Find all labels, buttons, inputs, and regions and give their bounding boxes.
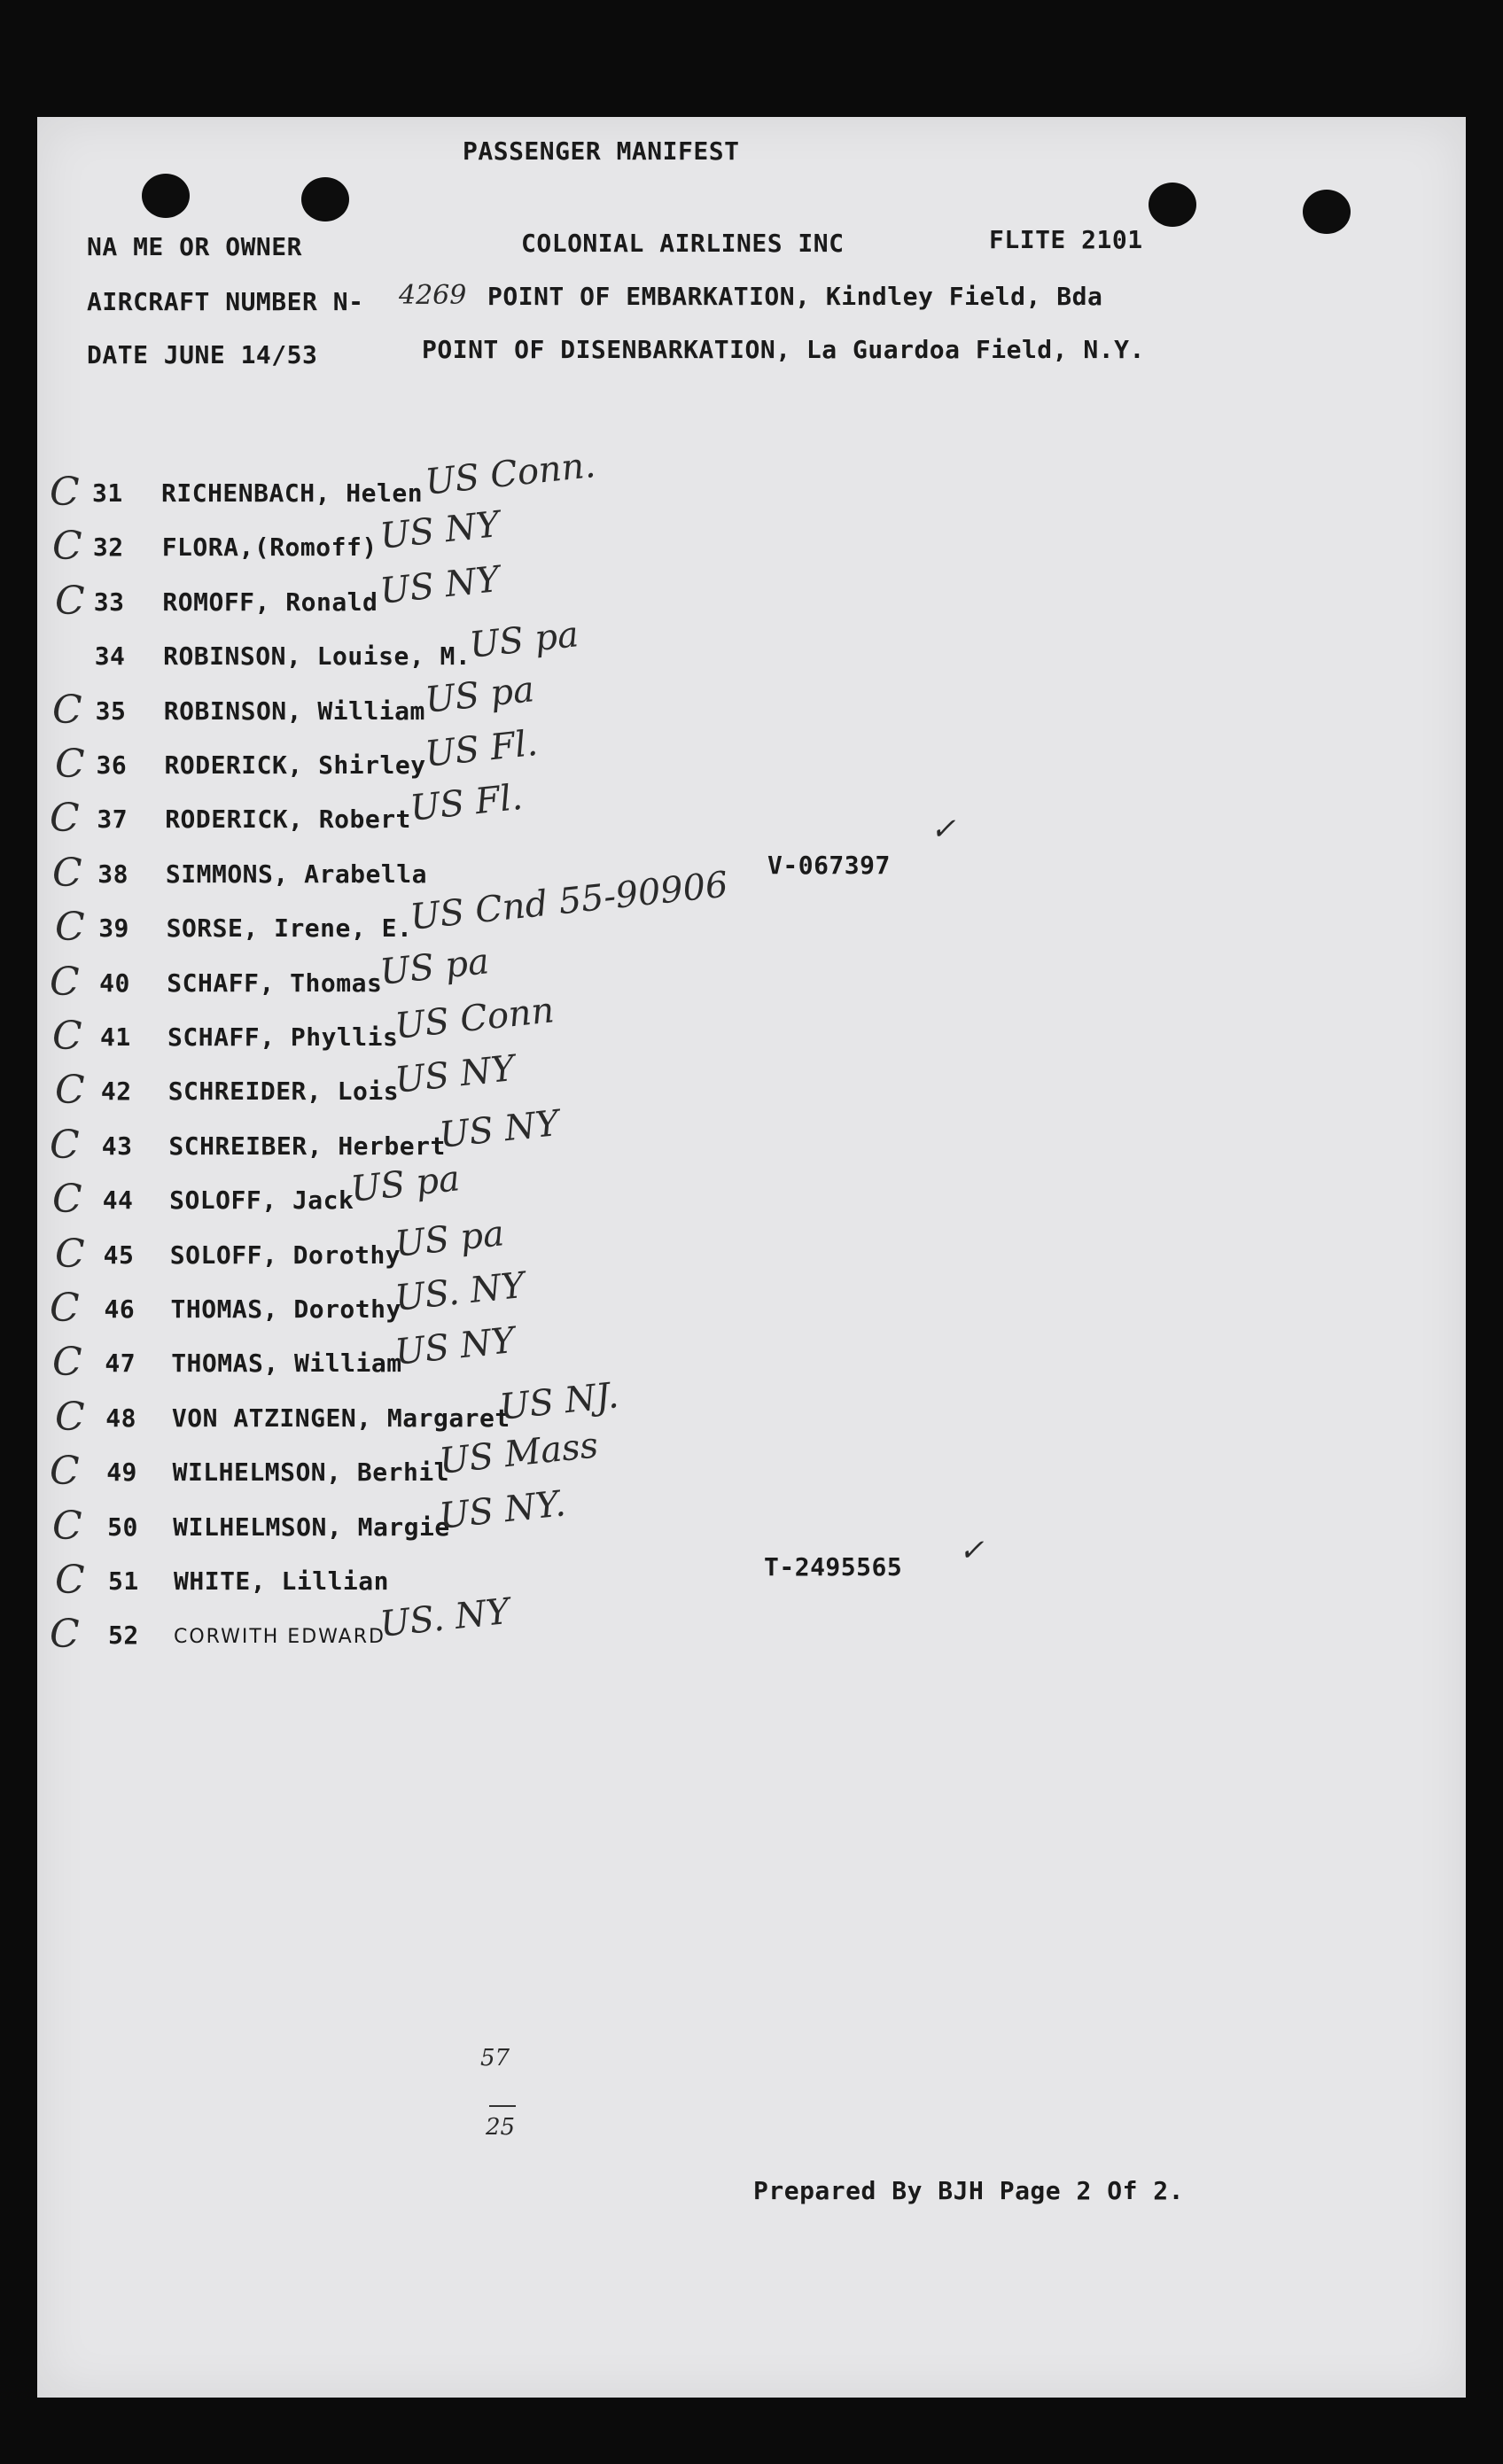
passenger-note-handwritten: US NY [378,558,502,612]
embarkation-point: POINT OF EMBARKATION, Kindley Field, Bda [487,282,1103,311]
passenger-name: THOMAS, William [171,1349,402,1379]
passenger-row [37,1158,1466,1239]
passport-id-simmons: V-067397 [767,851,891,880]
passenger-name: RODERICK, Shirley [164,750,426,780]
passenger-row [37,614,1466,695]
passenger-number: 52 [108,1621,139,1651]
checkmark-icon: C [52,687,82,733]
passenger-note-handwritten: US pa [348,1158,462,1211]
passenger-note-handwritten: US NY [393,1320,517,1374]
passenger-note-handwritten: US pa [423,668,536,721]
passenger-name: SIMMONS, Arabella [165,859,427,889]
checkmark-icon: C [55,1394,85,1440]
passenger-number: 36 [96,750,128,780]
punch-hole-right-2 [1303,190,1351,234]
passenger-row [37,1320,1466,1402]
airline-name: COLONIAL AIRLINES INC [521,229,845,258]
checkmark-icon: C [52,1014,82,1059]
tally-divider [489,2105,516,2107]
checkmark-icon: C [50,1612,80,1658]
passenger-note-handwritten: US Conn [393,990,557,1047]
tally-top: 57 [480,2045,510,2071]
passenger-name: SCHAFF, Thomas [167,968,383,998]
passenger-number: 40 [99,968,130,998]
passenger-name: SCHREIBER, Herbert [168,1131,446,1161]
checkmark-icon: C [52,1340,82,1386]
checkmark-icon: C [52,1177,82,1223]
passenger-number: 41 [100,1022,131,1052]
passenger-row [37,1482,1466,1566]
passenger-number: 49 [106,1457,137,1488]
passenger-row [37,1212,1466,1294]
passenger-row [37,990,1466,1076]
passenger-name: ROMOFF, Ronald [162,587,378,617]
passenger-name: WILHELMSON, Berhil [172,1457,450,1488]
passenger-number: 34 [94,641,126,672]
manifest-page [37,117,1466,2398]
passenger-row [37,777,1466,858]
aircraft-number-handwritten: 4269 [399,280,467,311]
passenger-row [37,504,1466,586]
aircraft-number-label: AIRCRAFT NUMBER N- [87,287,364,316]
passenger-note-handwritten: US pa [467,614,581,667]
passenger-number: 45 [103,1240,135,1270]
passenger-note-handwritten: US Fl. [408,777,525,830]
passenger-number: 46 [104,1294,136,1324]
passenger-name: VON ATZINGEN, Margaret [171,1403,510,1433]
passenger-name: WHITE, Lillian [174,1566,390,1596]
checkmark-icon: C [52,850,82,896]
manifest-title: PASSENGER MANIFEST [463,136,740,166]
passenger-name: CORWITH EDWARD [174,1626,385,1649]
passenger-number: 38 [97,859,129,889]
passenger-number: 43 [101,1131,133,1161]
checkmark-icon: C [55,578,85,624]
checkmark-icon: C [50,1286,80,1331]
passenger-note-handwritten: US NY [393,1048,517,1102]
name-or-owner-label: NA ME OR OWNER [87,232,303,261]
passenger-number: 39 [98,913,129,944]
passenger-note-handwritten: US Fl. [423,722,540,775]
passenger-row [37,558,1466,641]
tally-bottom: 25 [486,2114,516,2141]
passenger-row [37,1264,1466,1348]
passenger-row [37,668,1466,750]
passenger-row [37,1425,1466,1511]
passenger-number: 31 [92,478,123,508]
passenger-note-handwritten: US Conn. [423,444,597,503]
checkmark-icon: C [55,1231,85,1277]
prepared-by-footer: Prepared By BJH Page 2 Of 2. [753,2176,1185,2205]
passenger-row [37,444,1466,532]
passenger-note-handwritten: US pa [378,940,492,993]
checkmark-icon: C [50,959,80,1005]
manifest-date: DATE JUNE 14/53 [87,340,318,369]
passenger-number: 48 [105,1403,137,1433]
passenger-row [37,1102,1466,1185]
passenger-number: 50 [107,1512,138,1542]
checkmark-icon: C [50,470,80,515]
passenger-number: 47 [105,1349,136,1379]
punch-hole-right-1 [1149,183,1196,227]
passenger-row [37,1374,1466,1457]
passenger-row [37,722,1466,804]
checkmark-icon: C [50,1122,80,1168]
passenger-number: 35 [95,696,127,726]
passenger-number: 51 [108,1566,139,1596]
passenger-note-handwritten: US. NY [378,1591,512,1646]
passenger-name: ROBINSON, William [163,696,425,726]
passenger-name: THOMAS, Dorothy [170,1294,401,1324]
passport-id-white: T-2495565 [764,1552,903,1582]
passenger-row [37,850,1466,913]
checkmark-icon: ✓ [931,812,956,847]
passenger-number: 44 [102,1185,134,1216]
passenger-row [37,1558,1466,1620]
checkmark-icon: C [55,1558,85,1603]
checkmark-icon: C [55,905,85,951]
passenger-name: ROBINSON, Louise, M. [163,641,471,672]
passenger-note-handwritten: US NY. [437,1482,568,1537]
passenger-name: RICHENBACH, Helen [161,478,424,508]
passenger-name: SCHREIDER, Lois [167,1077,400,1107]
checkmark-icon: ✓ [959,1533,985,1568]
punch-hole-left-1 [142,174,190,218]
passenger-row [37,940,1466,1022]
checkmark-icon: C [55,742,85,787]
passenger-row [37,1048,1466,1130]
passenger-number: 42 [100,1077,132,1107]
passenger-note-handwritten: US NJ. [497,1374,620,1428]
passenger-number: 37 [97,804,128,835]
punch-hole-left-2 [301,177,349,222]
passenger-note-handwritten: US Mass [437,1425,601,1483]
passenger-note-handwritten: US. NY [393,1264,527,1319]
passenger-name: SOLOFF, Dorothy [169,1240,401,1270]
checkmark-icon: C [52,1503,82,1549]
passenger-number: 33 [93,587,125,617]
passenger-name: SORSE, Irene, E. [166,913,413,944]
passenger-note-handwritten: US NY [378,504,502,558]
passenger-name: FLORA,(Romoff) [161,532,378,563]
disembarkation-point: POINT OF DISENBARKATION, La Guardoa Field, N.Y. [422,335,1145,364]
passenger-note-handwritten: US pa [393,1212,507,1265]
checkmark-icon: C [52,524,82,570]
checkmark-icon: C [55,1068,85,1114]
flight-number: FLITE 2101 [989,225,1143,254]
passenger-name: WILHELMSON, Margie [173,1512,450,1542]
passenger-row [37,1591,1466,1674]
passenger-note-handwritten: US Cnd 55-90906 [408,864,730,939]
passenger-name: SOLOFF, Jack [169,1185,354,1216]
checkmark-icon: C [50,1449,80,1495]
passenger-name: SCHAFF, Phyllis [167,1022,399,1052]
checkmark-icon: C [50,796,80,842]
passenger-note-handwritten: US NY [437,1102,562,1156]
passenger-number: 32 [92,532,124,563]
passenger-name: RODERICK, Robert [165,804,411,835]
